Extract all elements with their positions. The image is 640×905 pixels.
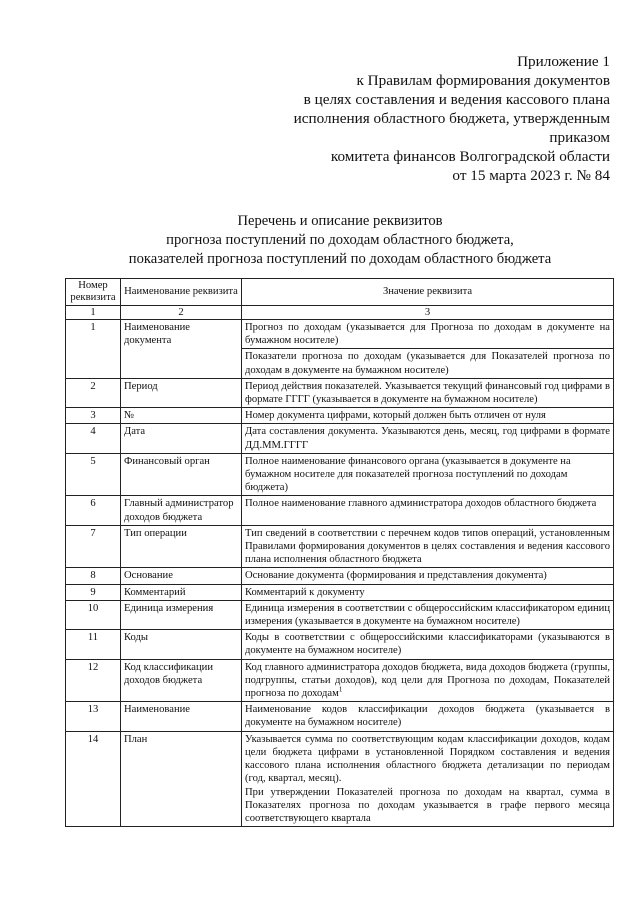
row-value: Наименование кодов классификации доходов бюджета (указывается в документе на бумажном носителе) (242, 702, 614, 731)
footnote-mark: 1 (338, 685, 343, 694)
row-number: 6 (66, 496, 121, 525)
row-name: Код классификации доходов бюджета (121, 659, 242, 702)
table-header-row (66, 279, 614, 306)
appendix-line: комитета финансов Волгоградской области (330, 148, 610, 165)
title-line: Перечень и описание реквизитов (237, 213, 443, 229)
row-value: Комментарий к документу (242, 584, 614, 600)
row-number: 2 (66, 378, 121, 407)
header-name: Наименование реквизита (121, 279, 242, 306)
row-value: Полное наименование финансового органа (указывается в документе на бумажном носителе для показателей прогноза поступлений по доходам бюджета) (242, 453, 614, 496)
table-row (66, 568, 614, 584)
row-name: Коды (121, 630, 242, 659)
table-row (66, 584, 614, 600)
table-row (66, 408, 614, 424)
row-value: Тип сведений в соответствии с перечнем кодов типов операций, установленным Правилами формирования документов в целях составления и ведения кассового плана исполнения областного бюджета (242, 525, 614, 568)
header-number: Номер реквизита (66, 279, 121, 306)
table-row (66, 659, 614, 702)
row-number: 14 (66, 731, 121, 826)
table-row (66, 702, 614, 731)
table-row (66, 378, 614, 407)
header-value: Значение реквизита (242, 279, 614, 306)
row-value: Код главного администратора доходов бюджета, вида доходов бюджета (группы, подгруппы, статьи доходов), код цели для Прогноза по доходам, Показателей прогноза по доходам (245, 661, 610, 700)
table-row (66, 496, 614, 525)
row-value: Основание документа (формирования и представления документа) (242, 568, 614, 584)
appendix-line: в целях составления и ведения кассового плана (303, 91, 610, 108)
row-name: План (121, 731, 242, 826)
appendix-line: исполнения областного бюджета, утвержденным (293, 110, 610, 127)
table-row (66, 424, 614, 453)
row-number: 11 (66, 630, 121, 659)
row-name: Дата (121, 424, 242, 453)
row-value: Единица измерения в соответствии с общероссийским классификатором единиц измерения (указывается в документе на бумажном носителе) (242, 600, 614, 629)
table-row (66, 600, 614, 629)
row-number: 3 (66, 408, 121, 424)
row-value-cell (242, 731, 614, 826)
row-number: 7 (66, 525, 121, 568)
requisites-table (65, 278, 614, 827)
row-number: 12 (66, 659, 121, 702)
row-number: 13 (66, 702, 121, 731)
row-name: Период (121, 378, 242, 407)
table-row (66, 731, 614, 826)
column-index: 2 (121, 306, 242, 320)
row-number: 1 (66, 320, 121, 379)
row-name: Тип операции (121, 525, 242, 568)
row-name: Единица измерения (121, 600, 242, 629)
document-title (60, 212, 620, 269)
row-value: Полное наименование главного администратора доходов областного бюджета (242, 496, 614, 525)
row-number: 5 (66, 453, 121, 496)
row-name: Комментарий (121, 584, 242, 600)
row-name: Основание (121, 568, 242, 584)
row-name: Финансовый орган (121, 453, 242, 496)
column-index: 1 (66, 306, 121, 320)
appendix-line: к Правилам формирования документов (356, 72, 610, 89)
row-name: Наименование (121, 702, 242, 731)
row-value: Указывается сумма по соответствующим кодам классификации доходов, кодам цели бюджета цифрами в установленной Порядком составления и ведения кассового плана исполнения областного бюджета детализации по периодам (год, квартал, месяц). (245, 733, 610, 785)
appendix-line: Приложение 1 (517, 53, 610, 70)
row-name: № (121, 408, 242, 424)
row-value: Номер документа цифрами, который должен быть отличен от нуля (242, 408, 614, 424)
appendix-header (294, 52, 610, 185)
appendix-line: приказом (549, 129, 610, 146)
row-value: Показатели прогноза по доходам (указывается для Показателей прогноза по доходам в документе на бумажном носителе) (242, 349, 614, 378)
title-line: прогноза поступлений по доходам областного бюджета, (166, 232, 514, 248)
row-name: Главный администратор доходов бюджета (121, 496, 242, 525)
table-row (66, 453, 614, 496)
title-line: показателей прогноза поступлений по доходам областного бюджета (128, 251, 552, 267)
appendix-line: от 15 марта 2023 г. № 84 (452, 167, 610, 184)
row-name: Наименование документа (121, 320, 242, 379)
table-row (66, 630, 614, 659)
row-number: 9 (66, 584, 121, 600)
column-index-row (66, 306, 614, 320)
row-value: Прогноз по доходам (указывается для Прогноза по доходам в документе на бумажном носителе) (242, 320, 614, 349)
row-number: 8 (66, 568, 121, 584)
row-value: Период действия показателей. Указывается текущий финансовый год цифрами в формате ГГГГ (указывается в документе на бумажном носителе) (242, 378, 614, 407)
row-value: Дата составления документа. Указываются день, месяц, год цифрами в формате ДД.ММ.ГГГГ (242, 424, 614, 453)
row-value: Коды в соответствии с общероссийскими классификаторами (указываются в документе на бумажном носителе) (242, 630, 614, 659)
row-number: 4 (66, 424, 121, 453)
row-value-cell (242, 659, 614, 702)
table-row (66, 525, 614, 568)
table-row (66, 320, 614, 349)
column-index: 3 (242, 306, 614, 320)
row-value: При утверждении Показателей прогноза по доходам на квартал, сумма в Показателях прогноза по доходам указывается в графе первого месяца соответствующего квартала (245, 786, 610, 824)
row-number: 10 (66, 600, 121, 629)
